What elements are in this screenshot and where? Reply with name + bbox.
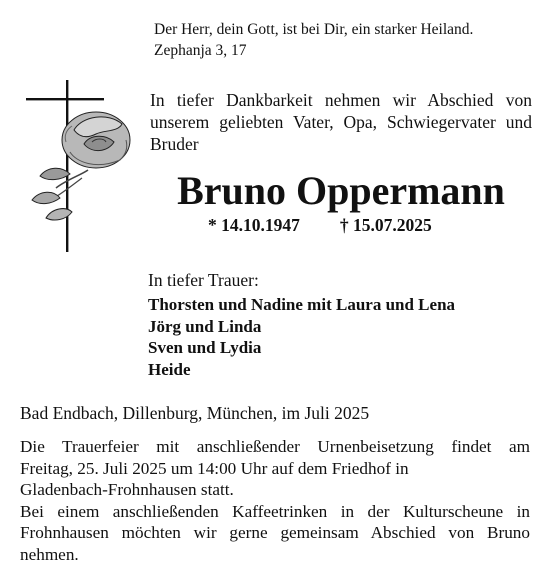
verse-reference: Zephanja 3, 17	[154, 42, 247, 59]
service-line: nehmen.	[20, 544, 79, 564]
intro-line: unserem geliebten Vater, Opa, Schwiegervater und	[150, 112, 532, 132]
service-line: Bei einem anschließenden Kaffeetrinken in der Kulturscheune in	[20, 501, 530, 521]
verse-text: Der Herr, dein Gott, ist bei Dir, ein starker Heiland.	[154, 21, 474, 38]
mourner-entry: Sven und Lydia	[148, 338, 262, 357]
service-line: Freitag, 25. Juli 2025 um 14:00 Uhr auf dem Friedhof in	[20, 458, 409, 478]
bible-verse	[154, 19, 473, 61]
cross-with-rose-icon	[26, 80, 136, 255]
service-line: Frohnhausen möchten wir gerne gemeinsam Abschied von Bruno	[20, 523, 530, 543]
birth-date: * 14.10.1947	[208, 215, 300, 235]
intro-line: Bruder	[150, 134, 199, 154]
mourner-entry: Jörg und Linda	[148, 316, 262, 336]
mourner-entry: Thorsten und Nadine mit Laura und Lena	[148, 295, 456, 314]
mourner-entry: Heide	[148, 359, 191, 379]
service-line: Die Trauerfeier mit anschließender Urnenbeisetzung findet am	[20, 437, 530, 456]
service-line: Gladenbach-Frohnhausen statt.	[20, 480, 234, 500]
place-and-date: Bad Endbach, Dillenburg, München, im Juli 2025	[20, 403, 370, 423]
death-date: † 15.07.2025	[339, 215, 432, 235]
service-details	[20, 436, 530, 566]
intro-line: In tiefer Dankbarkeit nehmen wir Abschied von	[150, 90, 532, 110]
life-dates	[208, 214, 432, 236]
deceased-name: Bruno Oppermann	[177, 168, 505, 213]
mourning-label: In tiefer Trauer:	[148, 270, 259, 290]
rose-icon	[32, 112, 130, 220]
intro-text	[150, 89, 532, 155]
mourners-list	[148, 294, 455, 380]
